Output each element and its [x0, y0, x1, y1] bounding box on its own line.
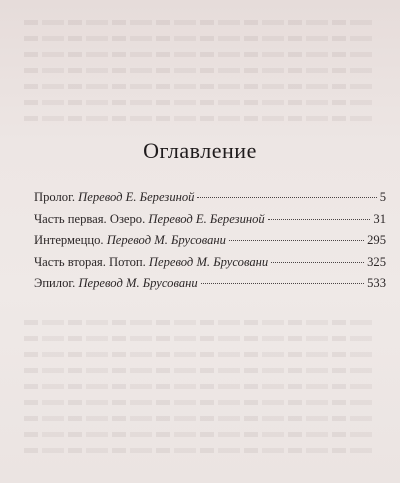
toc-entry-title: Эпилог.: [34, 276, 76, 290]
toc-leader-dots: [268, 219, 371, 220]
toc-entry-translator: Перевод Е. Березиной: [148, 211, 265, 226]
toc-entry-title: Пролог.: [34, 190, 75, 204]
toc-entry-translator: Перевод М. Брусовани: [148, 254, 269, 269]
bleed-through-line: [24, 52, 376, 57]
toc-entry-page: 295: [367, 233, 386, 247]
toc-heading: Оглавление: [143, 138, 257, 163]
toc-entry-text: [34, 190, 194, 204]
toc-entry-title: Часть первая. Озеро.: [34, 211, 146, 226]
toc-entry-text: [34, 255, 268, 269]
bleed-through-line: [24, 68, 376, 73]
bleed-through-line: [24, 448, 376, 453]
toc-leader-dots: [197, 197, 376, 198]
toc-entry[interactable]: [34, 255, 386, 269]
toc-leader-dots: [201, 283, 364, 284]
toc-entry[interactable]: [34, 233, 386, 247]
toc-entry-title: Интермеццо.: [34, 233, 104, 247]
toc-entry-translator: Перевод Е. Березиной: [78, 190, 195, 204]
toc-entry-page: 31: [373, 211, 386, 226]
bleed-through-line: [24, 352, 376, 357]
bleed-through-line: [24, 320, 376, 325]
toc-entry-text: [34, 233, 226, 247]
bleed-through-line: [24, 116, 376, 121]
bleed-through-line: [24, 432, 376, 437]
bleed-through-line: [24, 368, 376, 373]
bleed-through-line: [24, 84, 376, 89]
toc-entry-page: 533: [367, 276, 386, 290]
bleed-through-line: [24, 100, 376, 105]
toc-entry-translator: Перевод М. Брусовани: [106, 233, 226, 247]
bleed-through-line: [24, 384, 376, 389]
bleed-through-line: [24, 416, 376, 421]
toc-leader-dots: [229, 240, 364, 241]
toc-entry-text: [34, 276, 198, 290]
toc-entry[interactable]: [34, 190, 386, 204]
toc-leader-dots: [271, 262, 364, 263]
toc-entry-page: 5: [379, 190, 386, 204]
bleed-through-line: [24, 36, 376, 41]
toc-entry-page: 325: [367, 254, 386, 269]
bleed-through-line: [24, 336, 376, 341]
toc-entry-text: [34, 212, 265, 226]
toc-list: [34, 190, 386, 298]
toc-entry[interactable]: [34, 276, 386, 290]
toc-entry-translator: Перевод М. Брусовани: [78, 276, 198, 290]
toc-entry-title: Часть вторая. Потоп.: [34, 254, 146, 269]
bleed-through-line: [24, 20, 376, 25]
toc-entry[interactable]: [34, 212, 386, 226]
bleed-through-line: [24, 400, 376, 405]
